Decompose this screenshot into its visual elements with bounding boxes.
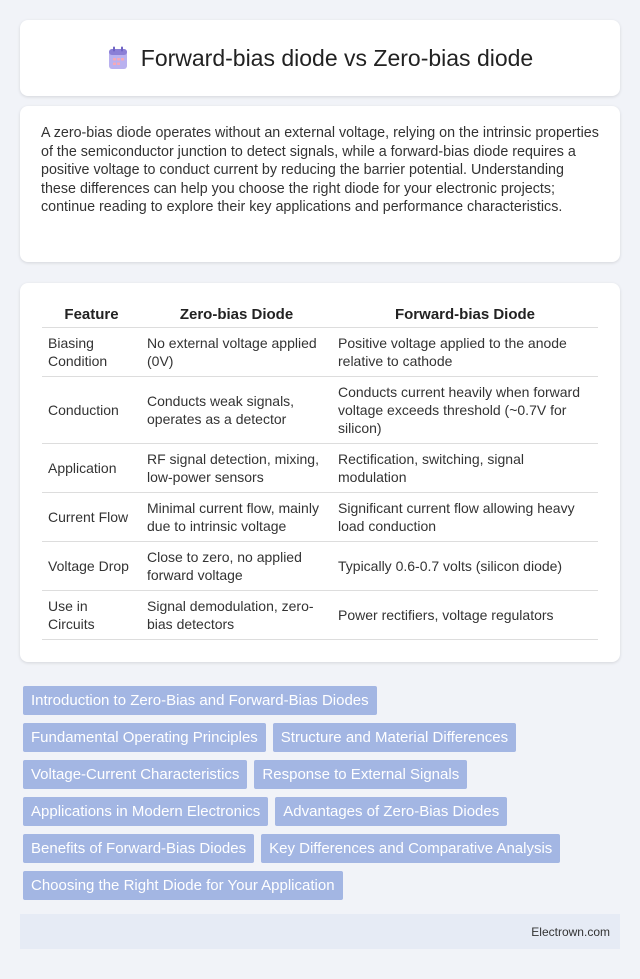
topic-tags (23, 686, 623, 900)
table-cell-feature: Biasing Condition (42, 328, 141, 377)
intro-paragraph: A zero-bias diode operates without an external voltage, relying on the intrinsic properties of the semiconductor junction to detect signals, while a forward-bias diode requires a positive voltage to conduct current by reducing the barrier potential. Understanding these differences can help you choose the right diode for your electronic projects; continue reading to explore their key applications and performance characteristics. (41, 125, 599, 216)
table-header-feature: Feature (42, 302, 141, 328)
tag-external-signals[interactable]: Response to External Signals (254, 760, 467, 789)
page-title: Forward-bias diode vs Zero-bias diode (140, 44, 534, 71)
intro-card (20, 106, 620, 262)
table-header-zero-bias: Zero-bias Diode (141, 302, 332, 328)
table-row (42, 591, 598, 640)
tag-key-differences[interactable]: Key Differences and Comparative Analysis (261, 834, 560, 863)
table-cell-feature: Application (42, 444, 141, 493)
table-row (42, 444, 598, 493)
table-cell-zero-bias: Minimal current flow, mainly due to intrinsic voltage (141, 493, 332, 542)
table-cell-forward-bias: Significant current flow allowing heavy load conduction (332, 493, 598, 542)
table-cell-feature: Voltage Drop (42, 542, 141, 591)
table-cell-zero-bias: Conducts weak signals, operates as a detector (141, 377, 332, 444)
comparison-table (42, 302, 598, 640)
tag-zero-bias-advantages[interactable]: Advantages of Zero-Bias Diodes (275, 797, 507, 826)
table-row (42, 542, 598, 591)
table-cell-zero-bias: Close to zero, no applied forward voltage (141, 542, 332, 591)
document-icon (107, 46, 129, 70)
tag-applications[interactable]: Applications in Modern Electronics (23, 797, 268, 826)
comparison-table-card (20, 283, 620, 662)
tag-voltage-current[interactable]: Voltage-Current Characteristics (23, 760, 247, 789)
table-cell-forward-bias: Power rectifiers, voltage regulators (332, 591, 598, 640)
table-cell-feature: Use in Circuits (42, 591, 141, 640)
table-cell-zero-bias: Signal demodulation, zero-bias detectors (141, 591, 332, 640)
table-cell-forward-bias: Conducts current heavily when forward voltage exceeds threshold (~0.7V for silicon) (332, 377, 598, 444)
table-cell-forward-bias: Typically 0.6-0.7 volts (silicon diode) (332, 542, 598, 591)
table-cell-feature: Conduction (42, 377, 141, 444)
table-cell-forward-bias: Positive voltage applied to the anode relative to cathode (332, 328, 598, 377)
tag-structure-material[interactable]: Structure and Material Differences (273, 723, 516, 752)
table-cell-zero-bias: No external voltage applied (0V) (141, 328, 332, 377)
tag-introduction[interactable]: Introduction to Zero-Bias and Forward-Bias Diodes (23, 686, 377, 715)
table-header-forward-bias: Forward-bias Diode (332, 302, 598, 328)
table-row (42, 328, 598, 377)
tag-forward-bias-benefits[interactable]: Benefits of Forward-Bias Diodes (23, 834, 254, 863)
table-cell-zero-bias: RF signal detection, mixing, low-power sensors (141, 444, 332, 493)
table-row (42, 493, 598, 542)
footer-site-name[interactable]: Electrown.com (531, 924, 610, 939)
tag-operating-principles[interactable]: Fundamental Operating Principles (23, 723, 266, 752)
tag-choosing-diode[interactable]: Choosing the Right Diode for Your Application (23, 871, 343, 900)
table-row (42, 377, 598, 444)
table-cell-forward-bias: Rectification, switching, signal modulation (332, 444, 598, 493)
table-cell-feature: Current Flow (42, 493, 141, 542)
title-card (20, 20, 620, 96)
footer (20, 914, 620, 949)
